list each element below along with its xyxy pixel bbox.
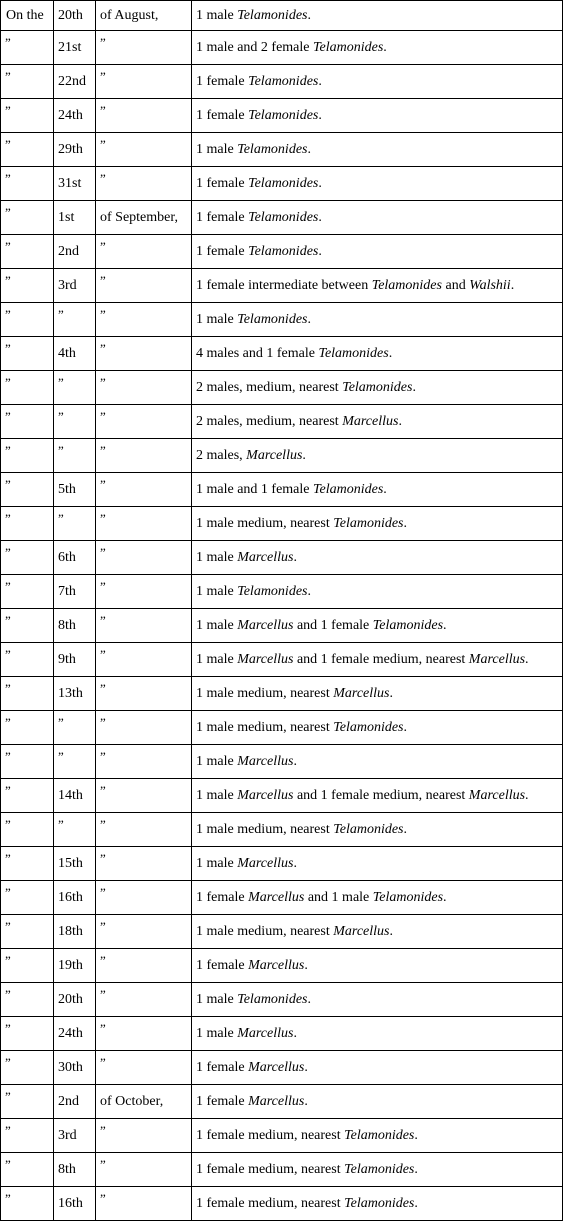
day-cell: 21st xyxy=(54,31,96,65)
prefix-cell: ” xyxy=(1,201,54,235)
prefix-cell: ” xyxy=(1,31,54,65)
description-text: 1 male xyxy=(196,1025,238,1041)
species-name: Marcellus xyxy=(237,651,294,667)
month-cell: ” xyxy=(96,643,192,677)
species-name: Telamonides xyxy=(333,821,404,837)
prefix-cell: ” xyxy=(1,303,54,337)
description-text: 1 male xyxy=(196,855,238,871)
specimen-description-cell xyxy=(192,1,563,31)
month-cell: ” xyxy=(96,1051,192,1085)
specimen-description-cell xyxy=(192,201,563,235)
specimen-description-cell xyxy=(192,1051,563,1085)
specimen-description-cell xyxy=(192,813,563,847)
month-cell: ” xyxy=(96,677,192,711)
prefix-cell: ” xyxy=(1,65,54,99)
description-text: . xyxy=(403,719,408,735)
species-name: Telamonides xyxy=(237,7,308,23)
species-name: Telamonides xyxy=(248,107,319,123)
month-cell: of October, xyxy=(96,1085,192,1119)
table-row xyxy=(1,303,563,337)
description-text: 1 male and 2 female xyxy=(196,39,314,55)
description-text: . xyxy=(307,583,311,599)
day-cell: 7th xyxy=(54,575,96,609)
description-text: . xyxy=(304,1093,308,1109)
species-name: Telamonides xyxy=(248,243,319,259)
species-name: Marcellus xyxy=(237,1025,294,1041)
prefix-cell: ” xyxy=(1,473,54,507)
description-text: . xyxy=(318,73,322,89)
specimen-description-cell xyxy=(192,779,563,813)
table-row xyxy=(1,983,563,1017)
description-text: . xyxy=(318,209,322,225)
day-cell: 20th xyxy=(54,983,96,1017)
description-text: . xyxy=(398,413,402,429)
description-text: . xyxy=(388,345,393,361)
month-cell: ” xyxy=(96,31,192,65)
prefix-cell: ” xyxy=(1,99,54,133)
description-text: . xyxy=(443,617,447,633)
species-name: Telamonides xyxy=(248,209,319,225)
specimen-description-cell xyxy=(192,507,563,541)
day-cell: 8th xyxy=(54,1153,96,1187)
species-name: Marcellus xyxy=(342,413,399,429)
description-text: 1 male xyxy=(196,583,238,599)
specimen-description-cell xyxy=(192,1017,563,1051)
description-text: 1 female medium, nearest xyxy=(196,1195,345,1211)
month-cell: ” xyxy=(96,269,192,303)
species-name: Marcellus xyxy=(248,1059,305,1075)
prefix-cell: ” xyxy=(1,643,54,677)
prefix-cell: ” xyxy=(1,881,54,915)
prefix-cell: ” xyxy=(1,609,54,643)
prefix-cell: ” xyxy=(1,167,54,201)
month-cell: ” xyxy=(96,371,192,405)
description-text: and 1 male xyxy=(304,889,373,905)
description-text: 2 males, medium, nearest xyxy=(196,379,343,395)
specimen-description-cell xyxy=(192,643,563,677)
specimen-description-cell xyxy=(192,711,563,745)
day-cell: ” xyxy=(54,303,96,337)
prefix-cell: ” xyxy=(1,235,54,269)
day-cell: ” xyxy=(54,507,96,541)
day-cell: 22nd xyxy=(54,65,96,99)
specimen-description-cell xyxy=(192,99,563,133)
description-text: 1 female xyxy=(196,73,249,89)
description-text: 1 male xyxy=(196,617,238,633)
table-row xyxy=(1,99,563,133)
day-cell: 5th xyxy=(54,473,96,507)
month-cell: ” xyxy=(96,949,192,983)
description-text: 1 male xyxy=(196,141,238,157)
table-row xyxy=(1,677,563,711)
day-cell: 20th xyxy=(54,1,96,31)
prefix-cell: ” xyxy=(1,1187,54,1221)
specimen-description-cell xyxy=(192,65,563,99)
table-row xyxy=(1,1187,563,1221)
month-cell: ” xyxy=(96,133,192,167)
table-row xyxy=(1,201,563,235)
table-row xyxy=(1,1153,563,1187)
species-name: Telamonides xyxy=(313,481,384,497)
table-row xyxy=(1,235,563,269)
description-text: 1 male xyxy=(196,7,238,23)
month-cell: ” xyxy=(96,813,192,847)
species-name: Marcellus xyxy=(248,889,305,905)
table-row xyxy=(1,507,563,541)
species-name: Telamonides xyxy=(237,583,308,599)
description-text: and 1 female xyxy=(293,617,373,633)
month-cell: ” xyxy=(96,575,192,609)
prefix-cell: ” xyxy=(1,711,54,745)
month-cell: ” xyxy=(96,1187,192,1221)
description-text: 1 male medium, nearest xyxy=(196,685,334,701)
prefix-cell: ” xyxy=(1,575,54,609)
month-cell: ” xyxy=(96,99,192,133)
description-text: 2 males, xyxy=(196,447,247,463)
specimen-description-cell xyxy=(192,847,563,881)
day-cell: 24th xyxy=(54,1017,96,1051)
prefix-cell: ” xyxy=(1,507,54,541)
specimen-description-cell xyxy=(192,167,563,201)
description-text: 4 males and 1 female xyxy=(196,345,319,361)
specimen-description-cell xyxy=(192,541,563,575)
month-cell: ” xyxy=(96,405,192,439)
prefix-cell: ” xyxy=(1,541,54,575)
prefix-cell: ” xyxy=(1,949,54,983)
prefix-cell: ” xyxy=(1,133,54,167)
specimen-description-cell xyxy=(192,31,563,65)
table-row xyxy=(1,1,563,31)
description-text: . xyxy=(414,1127,418,1143)
species-name: Telamonides xyxy=(333,719,404,735)
day-cell: 1st xyxy=(54,201,96,235)
description-text: 1 male xyxy=(196,991,238,1007)
table-row xyxy=(1,881,563,915)
description-text: . xyxy=(318,243,322,259)
table-row xyxy=(1,337,563,371)
table-row xyxy=(1,133,563,167)
table-row xyxy=(1,1051,563,1085)
specimen-description-cell xyxy=(192,371,563,405)
specimen-description-cell xyxy=(192,575,563,609)
prefix-cell: ” xyxy=(1,1085,54,1119)
description-text: 1 female xyxy=(196,889,249,905)
species-name: Telamonides xyxy=(248,73,319,89)
description-text: . xyxy=(510,277,515,293)
prefix-cell: On the xyxy=(1,1,54,31)
table-row xyxy=(1,575,563,609)
table-row xyxy=(1,65,563,99)
description-text: 1 female intermediate between xyxy=(196,277,372,293)
description-text: . xyxy=(307,141,311,157)
prefix-cell: ” xyxy=(1,337,54,371)
table-row xyxy=(1,541,563,575)
description-text: . xyxy=(293,549,297,565)
day-cell: 4th xyxy=(54,337,96,371)
specimen-description-cell xyxy=(192,269,563,303)
month-cell: of August, xyxy=(96,1,192,31)
description-text: 1 female medium, nearest xyxy=(196,1161,345,1177)
prefix-cell: ” xyxy=(1,915,54,949)
description-text: . xyxy=(293,855,297,871)
prefix-cell: ” xyxy=(1,677,54,711)
prefix-cell: ” xyxy=(1,1153,54,1187)
description-text: 1 male xyxy=(196,311,238,327)
description-text: . xyxy=(414,1161,418,1177)
species-name: Telamonides xyxy=(248,175,319,191)
description-text: . xyxy=(414,1195,418,1211)
month-cell: ” xyxy=(96,303,192,337)
table-body xyxy=(1,1,563,1221)
day-cell: 30th xyxy=(54,1051,96,1085)
description-text: 1 male xyxy=(196,549,238,565)
month-cell: ” xyxy=(96,541,192,575)
day-cell: 29th xyxy=(54,133,96,167)
description-text: . xyxy=(304,1059,308,1075)
table-row xyxy=(1,405,563,439)
description-text: . xyxy=(412,379,416,395)
species-name: Marcellus xyxy=(237,753,294,769)
day-cell: ” xyxy=(54,711,96,745)
species-name: Telamonides xyxy=(313,39,384,55)
table-row xyxy=(1,915,563,949)
prefix-cell: ” xyxy=(1,439,54,473)
species-name: Marcellus xyxy=(237,855,294,871)
table-row xyxy=(1,1085,563,1119)
species-name: Marcellus xyxy=(333,685,390,701)
description-text: 1 male and 1 female xyxy=(196,481,314,497)
specimen-description-cell xyxy=(192,881,563,915)
description-text: 1 female medium, nearest xyxy=(196,1127,345,1143)
description-text: and 1 female medium, nearest xyxy=(293,787,469,803)
specimen-description-cell xyxy=(192,983,563,1017)
description-text: 1 female xyxy=(196,1059,249,1075)
specimen-description-cell xyxy=(192,745,563,779)
description-text: . xyxy=(389,685,393,701)
description-text: and xyxy=(441,277,470,293)
month-cell: ” xyxy=(96,745,192,779)
table-row xyxy=(1,269,563,303)
table-row xyxy=(1,1119,563,1153)
species-name: Telamonides xyxy=(344,1195,415,1211)
description-text: 1 male xyxy=(196,753,238,769)
description-text: . xyxy=(443,889,447,905)
day-cell: 15th xyxy=(54,847,96,881)
specimen-description-cell xyxy=(192,439,563,473)
prefix-cell: ” xyxy=(1,405,54,439)
specimen-description-cell xyxy=(192,133,563,167)
specimen-description-cell xyxy=(192,1119,563,1153)
specimen-description-cell xyxy=(192,337,563,371)
species-name: Telamonides xyxy=(237,141,308,157)
day-cell: ” xyxy=(54,405,96,439)
description-text: 1 male medium, nearest xyxy=(196,821,334,837)
month-cell: ” xyxy=(96,337,192,371)
day-cell: 2nd xyxy=(54,1085,96,1119)
month-cell: ” xyxy=(96,915,192,949)
table-row xyxy=(1,473,563,507)
table-row xyxy=(1,847,563,881)
description-text: and 1 female medium, nearest xyxy=(293,651,469,667)
day-cell: ” xyxy=(54,439,96,473)
description-text: 1 male xyxy=(196,787,238,803)
month-cell: ” xyxy=(96,65,192,99)
month-cell: ” xyxy=(96,439,192,473)
species-name: Telamonides xyxy=(371,277,442,293)
table-row xyxy=(1,643,563,677)
description-text: . xyxy=(304,957,308,973)
description-text: 1 male medium, nearest xyxy=(196,923,334,939)
description-text: . xyxy=(389,923,393,939)
day-cell: 8th xyxy=(54,609,96,643)
day-cell: 16th xyxy=(54,881,96,915)
prefix-cell: ” xyxy=(1,813,54,847)
description-text: . xyxy=(525,651,529,667)
species-name: Marcellus xyxy=(248,1093,305,1109)
table-row xyxy=(1,813,563,847)
month-cell: ” xyxy=(96,473,192,507)
table-row xyxy=(1,1017,563,1051)
specimen-description-cell xyxy=(192,1153,563,1187)
specimen-description-cell xyxy=(192,405,563,439)
day-cell: 24th xyxy=(54,99,96,133)
prefix-cell: ” xyxy=(1,371,54,405)
description-text: . xyxy=(302,447,306,463)
table-row xyxy=(1,745,563,779)
description-text: . xyxy=(318,175,322,191)
day-cell: 19th xyxy=(54,949,96,983)
specimen-description-cell xyxy=(192,915,563,949)
species-name: Marcellus xyxy=(237,549,294,565)
day-cell: 18th xyxy=(54,915,96,949)
description-text: 1 male medium, nearest xyxy=(196,515,334,531)
description-text: 1 female xyxy=(196,1093,249,1109)
description-text: 1 female xyxy=(196,175,249,191)
species-name: Telamonides xyxy=(372,617,444,633)
description-text: . xyxy=(383,481,387,497)
species-name: Marcellus xyxy=(333,923,390,939)
specimen-description-cell xyxy=(192,609,563,643)
description-text: . xyxy=(307,311,311,327)
description-text: . xyxy=(307,7,311,23)
day-cell: 3rd xyxy=(54,269,96,303)
description-text: . xyxy=(383,39,387,55)
species-name: Telamonides xyxy=(342,379,413,395)
day-cell: 13th xyxy=(54,677,96,711)
species-name: Telamonides xyxy=(318,345,389,361)
description-text: 1 female xyxy=(196,957,249,973)
prefix-cell: ” xyxy=(1,745,54,779)
day-cell: 6th xyxy=(54,541,96,575)
day-cell: 2nd xyxy=(54,235,96,269)
table-row xyxy=(1,711,563,745)
description-text: . xyxy=(403,821,408,837)
description-text: . xyxy=(403,515,408,531)
prefix-cell: ” xyxy=(1,1051,54,1085)
description-text: 1 female xyxy=(196,107,249,123)
specimen-description-cell xyxy=(192,677,563,711)
month-cell: ” xyxy=(96,1017,192,1051)
description-text: . xyxy=(307,991,311,1007)
month-cell: of September, xyxy=(96,201,192,235)
table-row xyxy=(1,779,563,813)
day-cell: 31st xyxy=(54,167,96,201)
description-text: 1 female xyxy=(196,209,249,225)
description-text: 1 male xyxy=(196,651,238,667)
specimen-description-cell xyxy=(192,473,563,507)
month-cell: ” xyxy=(96,779,192,813)
month-cell: ” xyxy=(96,711,192,745)
month-cell: ” xyxy=(96,881,192,915)
day-cell: 16th xyxy=(54,1187,96,1221)
prefix-cell: ” xyxy=(1,847,54,881)
species-name: Marcellus xyxy=(248,957,305,973)
month-cell: ” xyxy=(96,609,192,643)
description-text: . xyxy=(525,787,529,803)
day-cell: 9th xyxy=(54,643,96,677)
species-name: Marcellus xyxy=(468,787,526,803)
description-text: . xyxy=(293,753,297,769)
prefix-cell: ” xyxy=(1,269,54,303)
specimen-description-cell xyxy=(192,303,563,337)
table-row xyxy=(1,609,563,643)
prefix-cell: ” xyxy=(1,983,54,1017)
description-text: . xyxy=(293,1025,297,1041)
species-name: Marcellus xyxy=(246,447,303,463)
day-cell: 14th xyxy=(54,779,96,813)
description-text: 2 males, medium, nearest xyxy=(196,413,343,429)
species-name: Telamonides xyxy=(344,1161,415,1177)
prefix-cell: ” xyxy=(1,779,54,813)
description-text: 1 female xyxy=(196,243,249,259)
species-name: Telamonides xyxy=(333,515,404,531)
month-cell: ” xyxy=(96,847,192,881)
month-cell: ” xyxy=(96,167,192,201)
species-name: Telamonides xyxy=(372,889,444,905)
day-cell: 3rd xyxy=(54,1119,96,1153)
day-cell: ” xyxy=(54,745,96,779)
specimen-description-cell xyxy=(192,1187,563,1221)
description-text: 1 male medium, nearest xyxy=(196,719,334,735)
month-cell: ” xyxy=(96,1153,192,1187)
species-name: Marcellus xyxy=(468,651,526,667)
day-cell: ” xyxy=(54,371,96,405)
species-name: Marcellus xyxy=(237,787,294,803)
table-row xyxy=(1,31,563,65)
specimen-description-cell xyxy=(192,949,563,983)
table-row xyxy=(1,167,563,201)
species-name: Telamonides xyxy=(344,1127,415,1143)
specimen-description-cell xyxy=(192,1085,563,1119)
prefix-cell: ” xyxy=(1,1119,54,1153)
table-row xyxy=(1,371,563,405)
month-cell: ” xyxy=(96,235,192,269)
specimen-description-cell xyxy=(192,235,563,269)
table-row xyxy=(1,949,563,983)
species-name: Walshii xyxy=(469,277,511,293)
species-name: Telamonides xyxy=(237,311,308,327)
species-name: Marcellus xyxy=(237,617,294,633)
description-text: . xyxy=(318,107,322,123)
month-cell: ” xyxy=(96,507,192,541)
table-row xyxy=(1,439,563,473)
day-cell: ” xyxy=(54,813,96,847)
month-cell: ” xyxy=(96,1119,192,1153)
species-name: Telamonides xyxy=(237,991,308,1007)
month-cell: ” xyxy=(96,983,192,1017)
prefix-cell: ” xyxy=(1,1017,54,1051)
